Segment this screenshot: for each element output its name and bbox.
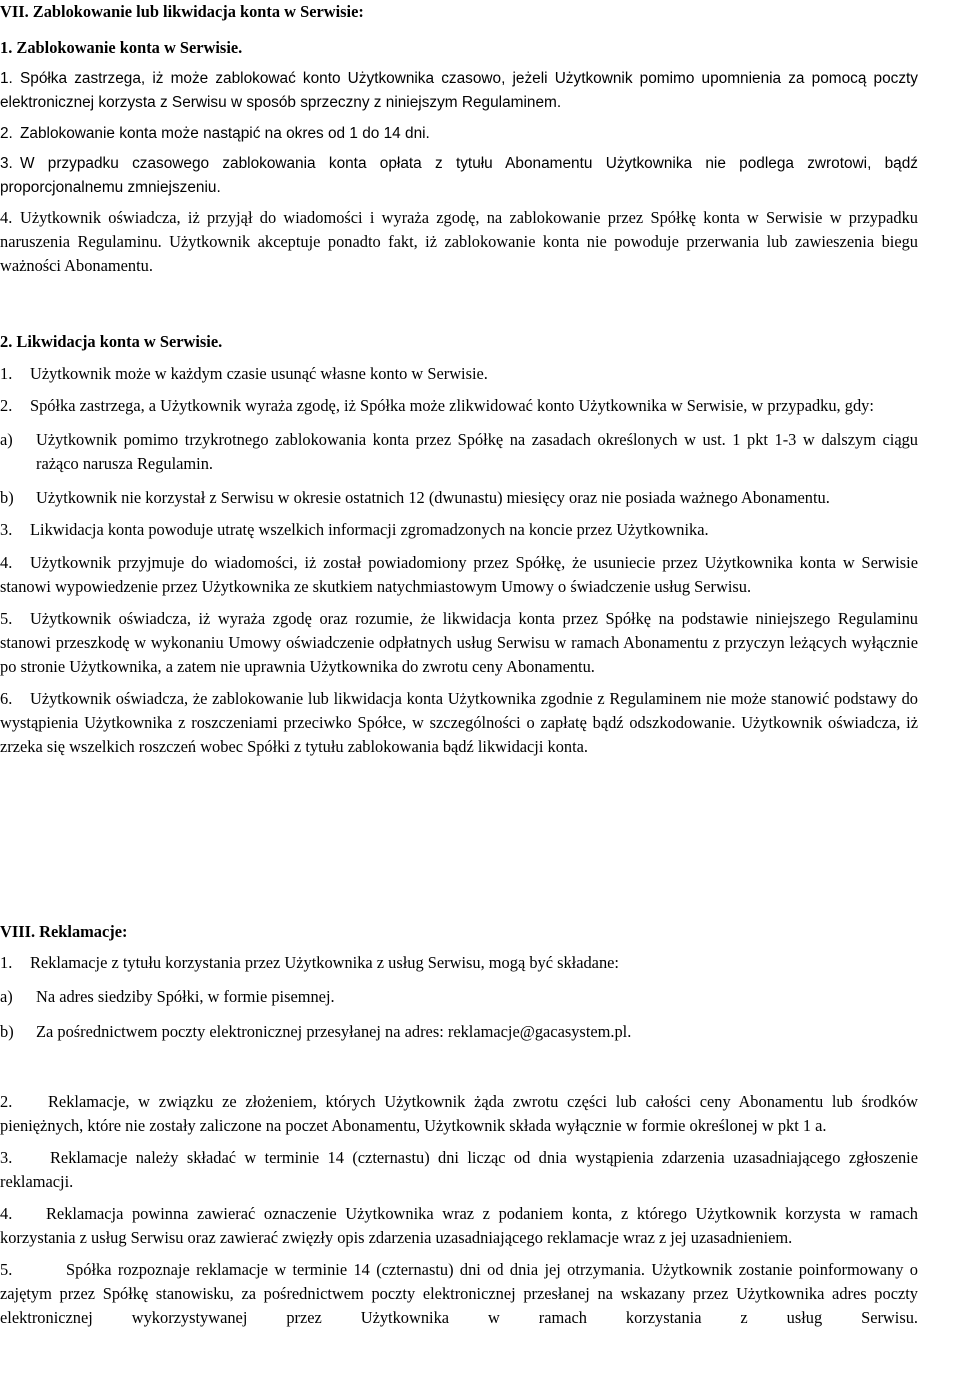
sub-item-mark: b) [0,1022,14,1041]
item-text: Reklamacje, w związku ze złożeniem, których Użytkownik żąda zwrotu części lub całości ceny Abonamentu lub środków pieniężnych, które nie zostały zaliczone na poczet Abonamentu, Użytkownik składa wyłącznie w formie określonej w pkt 1 a. [0,1092,918,1135]
item-number: 1. [0,953,13,972]
sub-item-mark: b) [0,488,14,507]
item-text: Spółka zastrzega, iż może zablokować konto Użytkownika czasowo, jeżeli Użytkownik pomimo upomnienia za pomocą poczty elektronicznej korzysta z Serwisu w sposób sprzeczny z niniejszym Regulaminem. [0,70,918,111]
item-text: Użytkownik może w każdym czasie usunąć własne konto w Serwisie. [30,364,488,383]
item-text: Użytkownik oświadcza, iż wyraża zgodę oraz rozumie, że likwidacja konta przez Spółkę na podstawie niniejszego Regulaminu stanowi przeszkodę w wykonaniu Umowy oświadczenie odpłatnych usług Serwisu w ramach Abonamentu z przyczyn leżących wyłącznie po stronie Użytkownika, a zatem nie uprawnia Użytkownika do zwrotu ceny Abonamentu. [0,609,918,676]
sub-item-mark: a) [0,987,13,1006]
item-number: 3. [0,155,13,172]
item-text: W przypadku czasowego zablokowania konta opłata z tytułu Abonamentu Użytkownika nie podlega zwrotowi, bądź proporcjonalnemu zmniejszeniu. [0,155,918,196]
list-item [0,362,918,386]
list-item [0,1258,918,1330]
sub-item-mark: a) [0,430,13,449]
item-text: Użytkownik przyjmuje do wiadomości, iż został powiadomiony przez Spółkę, że usuniecie przez Użytkownika konta w Serwisie stanowi wypowiedzenie przez Użytkownika ze skutkiem natychmiastowym Umowy o świadczenie usług Serwisu. [0,553,918,596]
item-text: Użytkownik oświadcza, że zablokowanie lub likwidacja konta Użytkownika zgodnie z Regulaminem nie może stanowić podstawy do wystąpienia Użytkownika z roszczeniami przeciwko Spółce, w szczególności o zapłatę bądź odszkodowanie. Użytkownik oświadcza, iż zrzeka się wszelkich roszczeń wobec Spółki z tytułu zablokowania bądź likwidacji konta. [0,689,918,756]
sub-item-text: Na adres siedziby Spółki, w formie pisemnej. [36,987,335,1006]
item-number: 1. [0,70,13,87]
list-item [0,1146,918,1194]
item-number: 3. [0,1148,13,1167]
list-item [0,152,918,200]
block-s8-bottom [0,1090,918,1330]
item-number: 2. [0,1092,13,1111]
item-number: 2. [0,125,13,142]
section-heading: VII. Zablokowanie lub likwidacja konta w Serwisie: [0,2,364,21]
list-item [0,67,918,115]
list-item [0,1090,918,1138]
item-text: Likwidacja konta powoduje utratę wszelkich informacji zgromadzonych na koncie przez Użytkownika. [30,520,709,539]
item-number: 2. [0,396,13,415]
item-text: Reklamacja powinna zawierać oznaczenie Użytkownika wraz z podaniem konta, z którego Użytkownik korzysta w ramach korzystania z usług Serwisu oraz zawierać zwięzły opis zdarzenia uzasadniającego reklamacje wraz z jej uzasadnieniem. [0,1204,918,1247]
block-sub2 [0,362,918,759]
sub-item-text: Użytkownik nie korzystał z Serwisu w okresie ostatnich 12 (dwunastu) miesięcy oraz nie posiada ważnego Abonamentu. [36,488,830,507]
sub-list-item [0,428,918,476]
list-item [0,607,918,679]
item-number: 1. [0,364,13,383]
block-sub1 [0,67,918,278]
subsection-heading: 1. Zablokowanie konta w Serwisie. [0,38,243,57]
sub-item-text: Użytkownik pomimo trzykrotnego zablokowania konta przez Spółkę na zasadach określonych w ust. 1 pkt 1-3 w dalszym ciągu rażąco narusza Regulamin. [36,430,918,473]
list-item [0,687,918,759]
item-text: Spółka rozpoznaje reklamacje w terminie 14 (czternastu) dni od dnia jej otrzymania. Użytkownik zostanie poinformowany o zajętym przez Spółkę stanowisku, za pośrednictwem poczty elektronicznej przesłanej na wskazany przez Użytkownika adres poczty elektronicznej wykorzystywanej przez Użytkownika w ramach korzystania z usług Serwisu. [0,1260,918,1327]
section-heading: VIII. Reklamacje: [0,922,128,941]
subsection-heading: 2. Likwidacja konta w Serwisie. [0,332,223,351]
item-text: Reklamacje z tytułu korzystania przez Użytkownika z usług Serwisu, mogą być składane: [30,953,619,972]
list-item [0,394,918,418]
list-item [0,518,918,542]
sub-item-text: Za pośrednictwem poczty elektronicznej przesyłanej na adres: reklamacje@gacasystem.pl. [36,1022,632,1041]
sub-list-item [0,1020,918,1044]
item-number: 4. [0,553,13,572]
item-number: 6. [0,689,13,708]
list-item [0,206,918,278]
item-text: Użytkownik oświadcza, iż przyjął do wiadomości i wyraża zgodę, na zablokowanie przez Spółkę konta w Serwisie w przypadku naruszenia Regulaminu. Użytkownik akceptuje ponadto fakt, iż zablokowanie konta nie powoduje przerwania lub zawieszenia biegu ważności Abonamentu. [0,208,918,275]
sub-list-item [0,486,918,510]
list-item [0,1202,918,1250]
list-item [0,122,918,146]
item-number: 4. [0,208,13,227]
item-number: 4. [0,1204,13,1223]
list-item [0,951,918,975]
item-number: 5. [0,1260,13,1279]
item-number: 3. [0,520,13,539]
item-text: Zablokowanie konta może nastąpić na okres od 1 do 14 dni. [20,125,430,142]
block-s8-top [0,951,918,1044]
item-text: Reklamacje należy składać w terminie 14 (czternastu) dni licząc od dnia wystąpienia zdarzenia uzasadniającego zgłoszenie reklamacji. [0,1148,918,1191]
item-number: 5. [0,609,13,628]
sub-list-item [0,985,918,1009]
list-item [0,551,918,599]
item-text: Spółka zastrzega, a Użytkownik wyraża zgodę, iż Spółka może zlikwidować konto Użytkownika w Serwisie, w przypadku, gdy: [30,396,874,415]
